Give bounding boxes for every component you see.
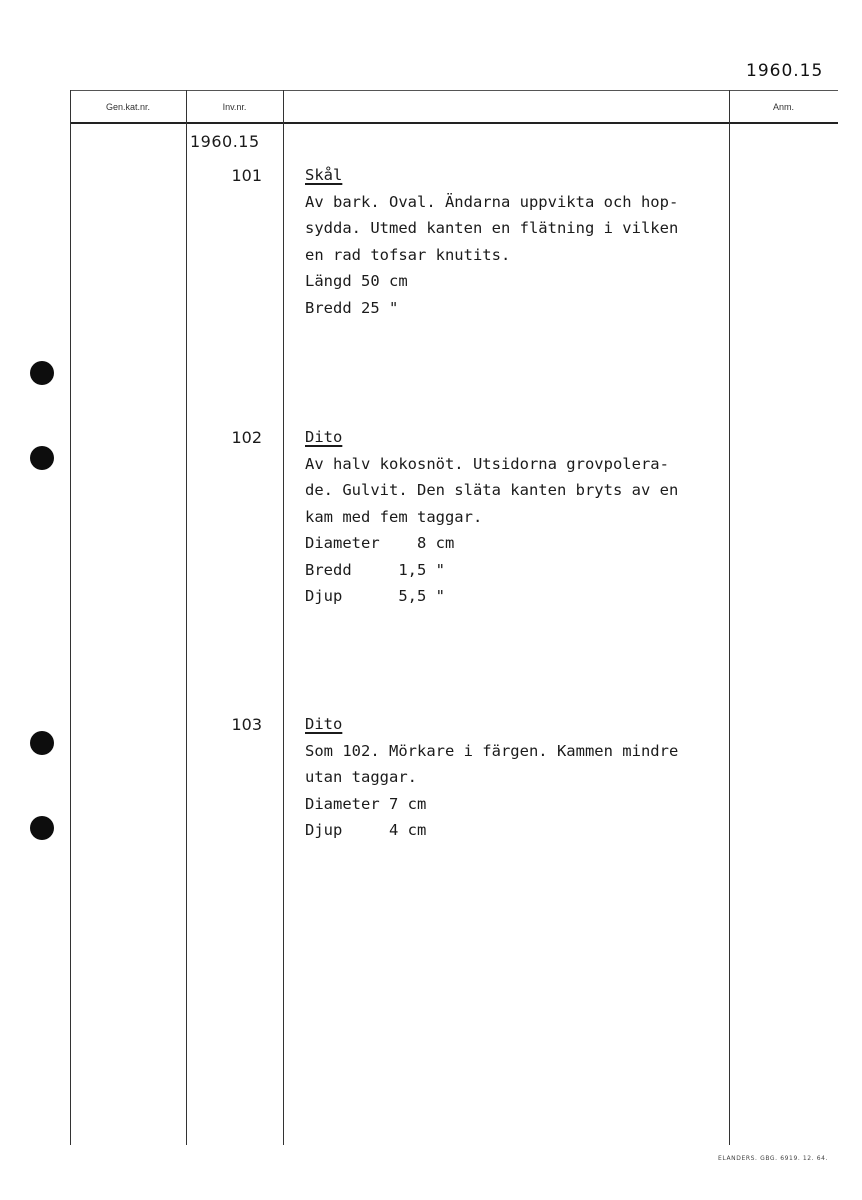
- punch-hole: [30, 361, 54, 385]
- punch-hole: [30, 816, 54, 840]
- entry-heading: Dito: [305, 715, 343, 733]
- printer-imprint: ELANDERS. GBG. 6919. 12. 64.: [718, 1155, 829, 1162]
- inventory-number: 102: [231, 428, 262, 447]
- entry-line: Diameter 7 cm: [305, 794, 427, 813]
- punch-hole: [30, 446, 54, 470]
- entry-description: [305, 424, 725, 610]
- entry-line: en rad tofsar knutits.: [305, 245, 511, 264]
- catalog-number: 1960.15: [190, 132, 260, 151]
- column-header-gen-kat-nr: Gen.kat.nr.: [105, 102, 151, 112]
- entry-line: Längd 50 cm: [305, 272, 408, 290]
- entry-line: sydda. Utmed kanten en flätning i vilken: [305, 219, 679, 237]
- entry-heading: Dito: [305, 428, 343, 446]
- page-number: 1960.15: [746, 61, 824, 81]
- inventory-number: 103: [231, 715, 262, 734]
- column-divider-inv-desc: [283, 90, 284, 1145]
- entry-heading: Skål: [305, 166, 343, 184]
- entry-line: utan taggar.: [305, 768, 417, 786]
- inventory-number: 101: [231, 166, 262, 185]
- entry-line: Djup 4 cm: [305, 821, 427, 839]
- column-header-anm: Anm.: [772, 102, 794, 112]
- entry-line: Bredd 25 ": [305, 298, 399, 317]
- entry-line: kam med fem taggar.: [305, 507, 483, 526]
- column-header-inv-nr: Inv.nr.: [222, 102, 247, 112]
- column-divider-gen-inv: [186, 90, 187, 1145]
- column-divider-left: [70, 90, 71, 1145]
- entry-line: de. Gulvit. Den släta kanten bryts av en: [305, 481, 679, 499]
- entry-line: Som 102. Mörkare i färgen. Kammen mindre: [305, 741, 679, 760]
- entry-description: [305, 162, 725, 321]
- punch-hole: [30, 731, 54, 755]
- entry-line: Av bark. Oval. Ändarna uppvikta och hop-: [305, 192, 679, 211]
- entry-description: [305, 711, 725, 844]
- entry-line: Diameter 8 cm: [305, 534, 455, 552]
- entry-line: Bredd 1,5 ": [305, 560, 445, 579]
- column-divider-desc-anm: [729, 90, 730, 1145]
- entry-line: Av halv kokosnöt. Utsidorna grovpolera-: [305, 454, 669, 473]
- entry-line: Djup 5,5 ": [305, 587, 445, 605]
